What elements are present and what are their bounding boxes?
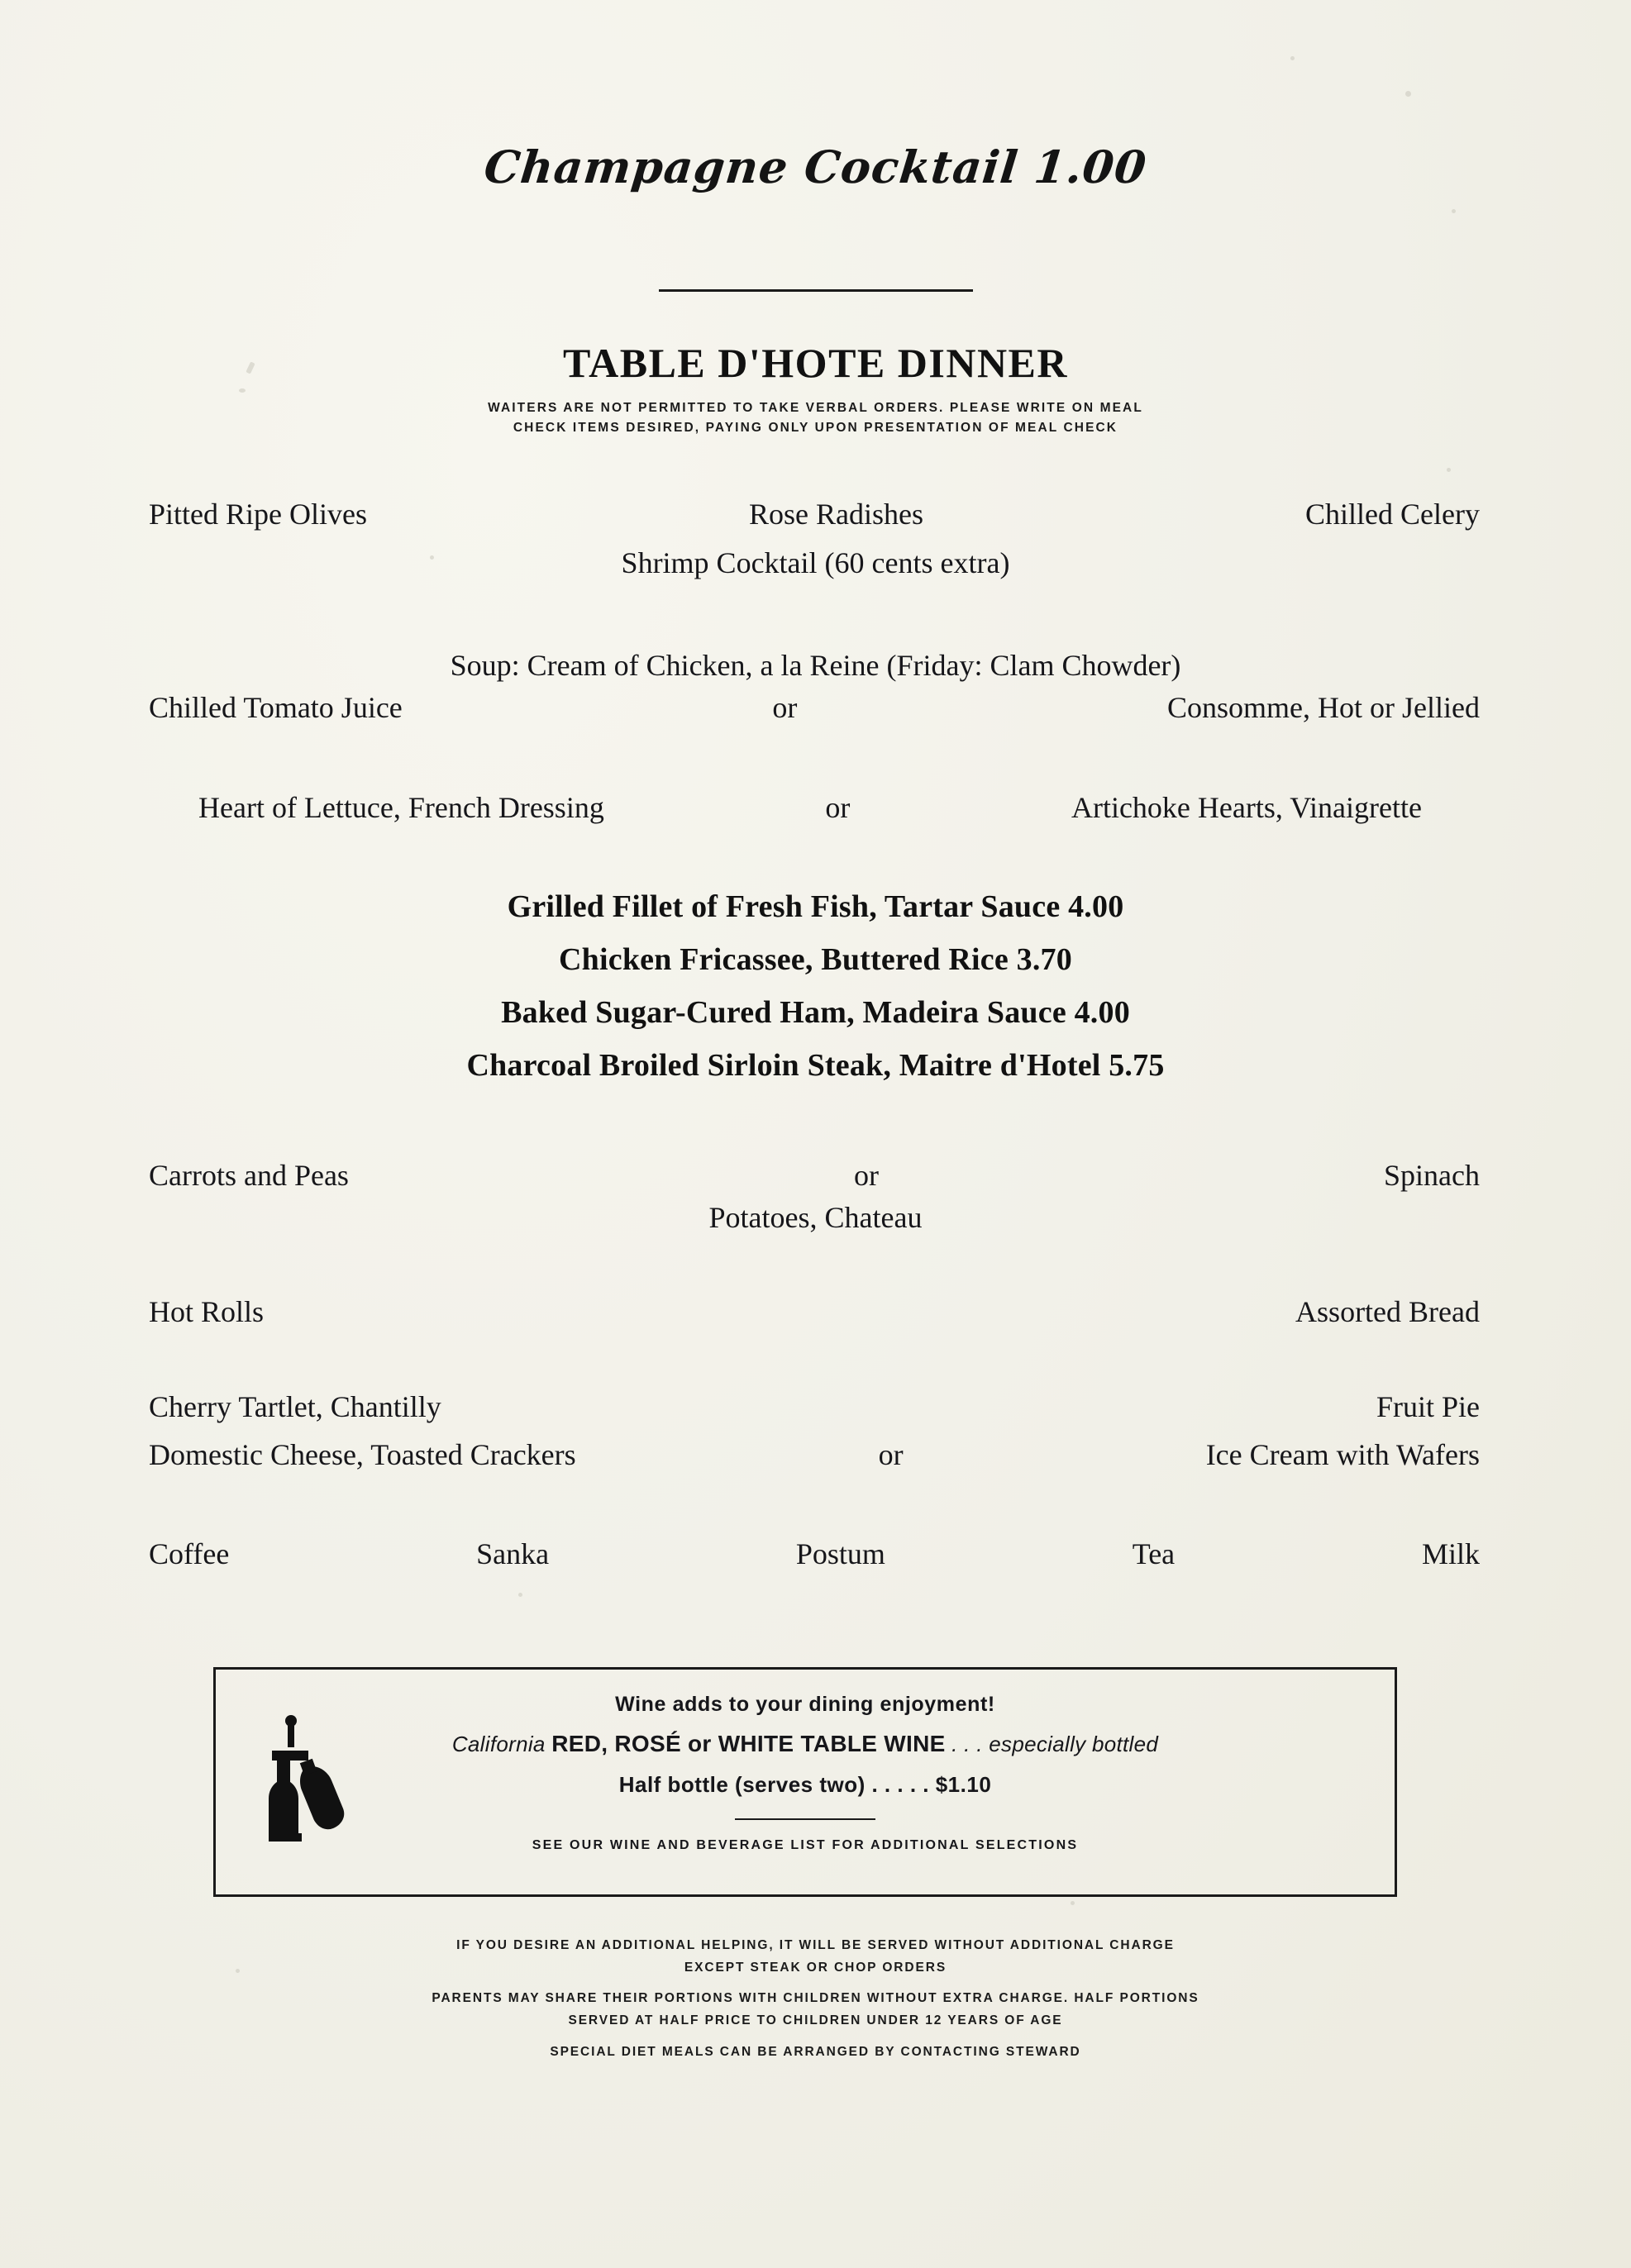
entree-item[interactable]: Chicken Fricassee, Buttered Rice 3.70 (559, 942, 1072, 977)
champagne-cocktail-title: Champagne Cocktail 1.00 (481, 141, 1150, 193)
footer-line-2: EXCEPT STEAK OR CHOP ORDERS (684, 1961, 947, 1975)
paper-speck (1071, 1901, 1075, 1905)
dessert-right: Fruit Pie (1376, 1390, 1480, 1423)
vegetable-row (149, 1157, 1480, 1194)
footer-notes (0, 1934, 1631, 2063)
dessert-left: Cherry Tartlet, Chantilly (149, 1390, 441, 1423)
paper-speck (239, 388, 246, 393)
entree-item[interactable]: Baked Sugar-Cured Ham, Madeira Sauce 4.00 (501, 995, 1130, 1030)
wine-promo-box (213, 1667, 1397, 1897)
vegetable-left: Carrots and Peas (149, 1159, 349, 1192)
appetizer-row (149, 496, 1480, 533)
wine-description-post: . . . especially bottled (945, 1732, 1159, 1756)
paper-speck (518, 1593, 522, 1597)
dessert-icecream: Ice Cream with Wafers (1205, 1438, 1480, 1471)
waiter-note (0, 398, 1631, 438)
divider-rule (659, 289, 973, 292)
waiter-note-line-1: WAITERS ARE NOT PERMITTED TO TAKE VERBAL ORDERS. PLEASE WRITE ON MEAL (488, 401, 1143, 415)
wine-headline: Wine adds to your dining enjoyment! (615, 1693, 995, 1716)
vegetable-right: Spinach (1384, 1159, 1480, 1192)
dessert-row-1 (149, 1389, 1480, 1426)
paper-speck (1452, 209, 1456, 213)
appetizer-center: Rose Radishes (749, 498, 924, 531)
beverage-item: Coffee (149, 1537, 230, 1570)
wine-description (216, 1731, 1395, 1757)
soup-or: or (772, 691, 798, 724)
appetizer-right: Chilled Celery (1305, 498, 1480, 531)
entree-item[interactable]: Grilled Fillet of Fresh Fish, Tartar Sauce 4.00 (507, 889, 1124, 924)
bread-right: Assorted Bread (1295, 1295, 1480, 1328)
footer-line-3: PARENTS MAY SHARE THEIR PORTIONS WITH CHILDREN WITHOUT EXTRA CHARGE. HALF PORTIONS (432, 1991, 1199, 2006)
bread-row (149, 1294, 1480, 1331)
dessert-or: or (878, 1438, 904, 1471)
soup-left: Chilled Tomato Juice (149, 691, 403, 724)
salad-left: Heart of Lettuce, French Dressing (198, 791, 604, 824)
footer-line-1: IF YOU DESIRE AN ADDITIONAL HELPING, IT WILL BE SERVED WITHOUT ADDITIONAL CHARGE (456, 1938, 1175, 1952)
beverage-row (149, 1537, 1480, 1571)
potatoes-item: Potatoes, Chateau (708, 1201, 923, 1234)
paper-speck (1290, 56, 1295, 60)
salad-or: or (825, 791, 851, 824)
paper-speck (1447, 468, 1451, 472)
beverage-item: Postum (795, 1537, 885, 1570)
waiter-note-line-2: CHECK ITEMS DESIRED, PAYING ONLY UPON PRESENTATION OF MEAL CHECK (513, 421, 1118, 436)
beverage-item: Milk (1421, 1537, 1480, 1570)
footer-line-5: SPECIAL DIET MEALS CAN BE ARRANGED BY CONTACTING STEWARD (550, 2044, 1081, 2059)
soup-row (149, 689, 1480, 727)
paper-speck (1405, 91, 1411, 97)
footer-line-4: SERVED AT HALF PRICE TO CHILDREN UNDER 12 YEARS OF AGE (568, 2013, 1063, 2028)
wine-description-pre: California (451, 1732, 552, 1756)
dessert-cheese: Domestic Cheese, Toasted Crackers (149, 1438, 576, 1471)
soup-right: Consomme, Hot or Jellied (1167, 691, 1480, 724)
appetizer-left: Pitted Ripe Olives (149, 498, 367, 531)
salad-right: Artichoke Hearts, Vinaigrette (1071, 791, 1422, 824)
shrimp-cocktail-extra: Shrimp Cocktail (60 cents extra) (621, 546, 1010, 579)
salad-row (198, 789, 1422, 827)
beverage-item: Sanka (476, 1537, 550, 1570)
soup-line: Soup: Cream of Chicken, a la Reine (Friday: Clam Chowder) (450, 649, 1181, 682)
vegetable-or: or (853, 1159, 879, 1192)
wine-price: Half bottle (serves two) . . . . . $1.10 (618, 1772, 992, 1797)
page-title: TABLE D'HOTE DINNER (562, 340, 1069, 386)
wine-list-note: SEE OUR WINE AND BEVERAGE LIST FOR ADDITIONAL SELECTIONS (532, 1838, 1079, 1852)
beverage-item: Tea (1132, 1537, 1176, 1570)
bread-left: Hot Rolls (149, 1295, 265, 1328)
wine-description-bold: RED, ROSÉ or WHITE TABLE WINE (551, 1731, 946, 1756)
dessert-row-2 (149, 1437, 1480, 1474)
entree-item[interactable]: Charcoal Broiled Sirloin Steak, Maitre d'Hotel 5.75 (466, 1048, 1165, 1083)
wine-divider (735, 1818, 875, 1820)
